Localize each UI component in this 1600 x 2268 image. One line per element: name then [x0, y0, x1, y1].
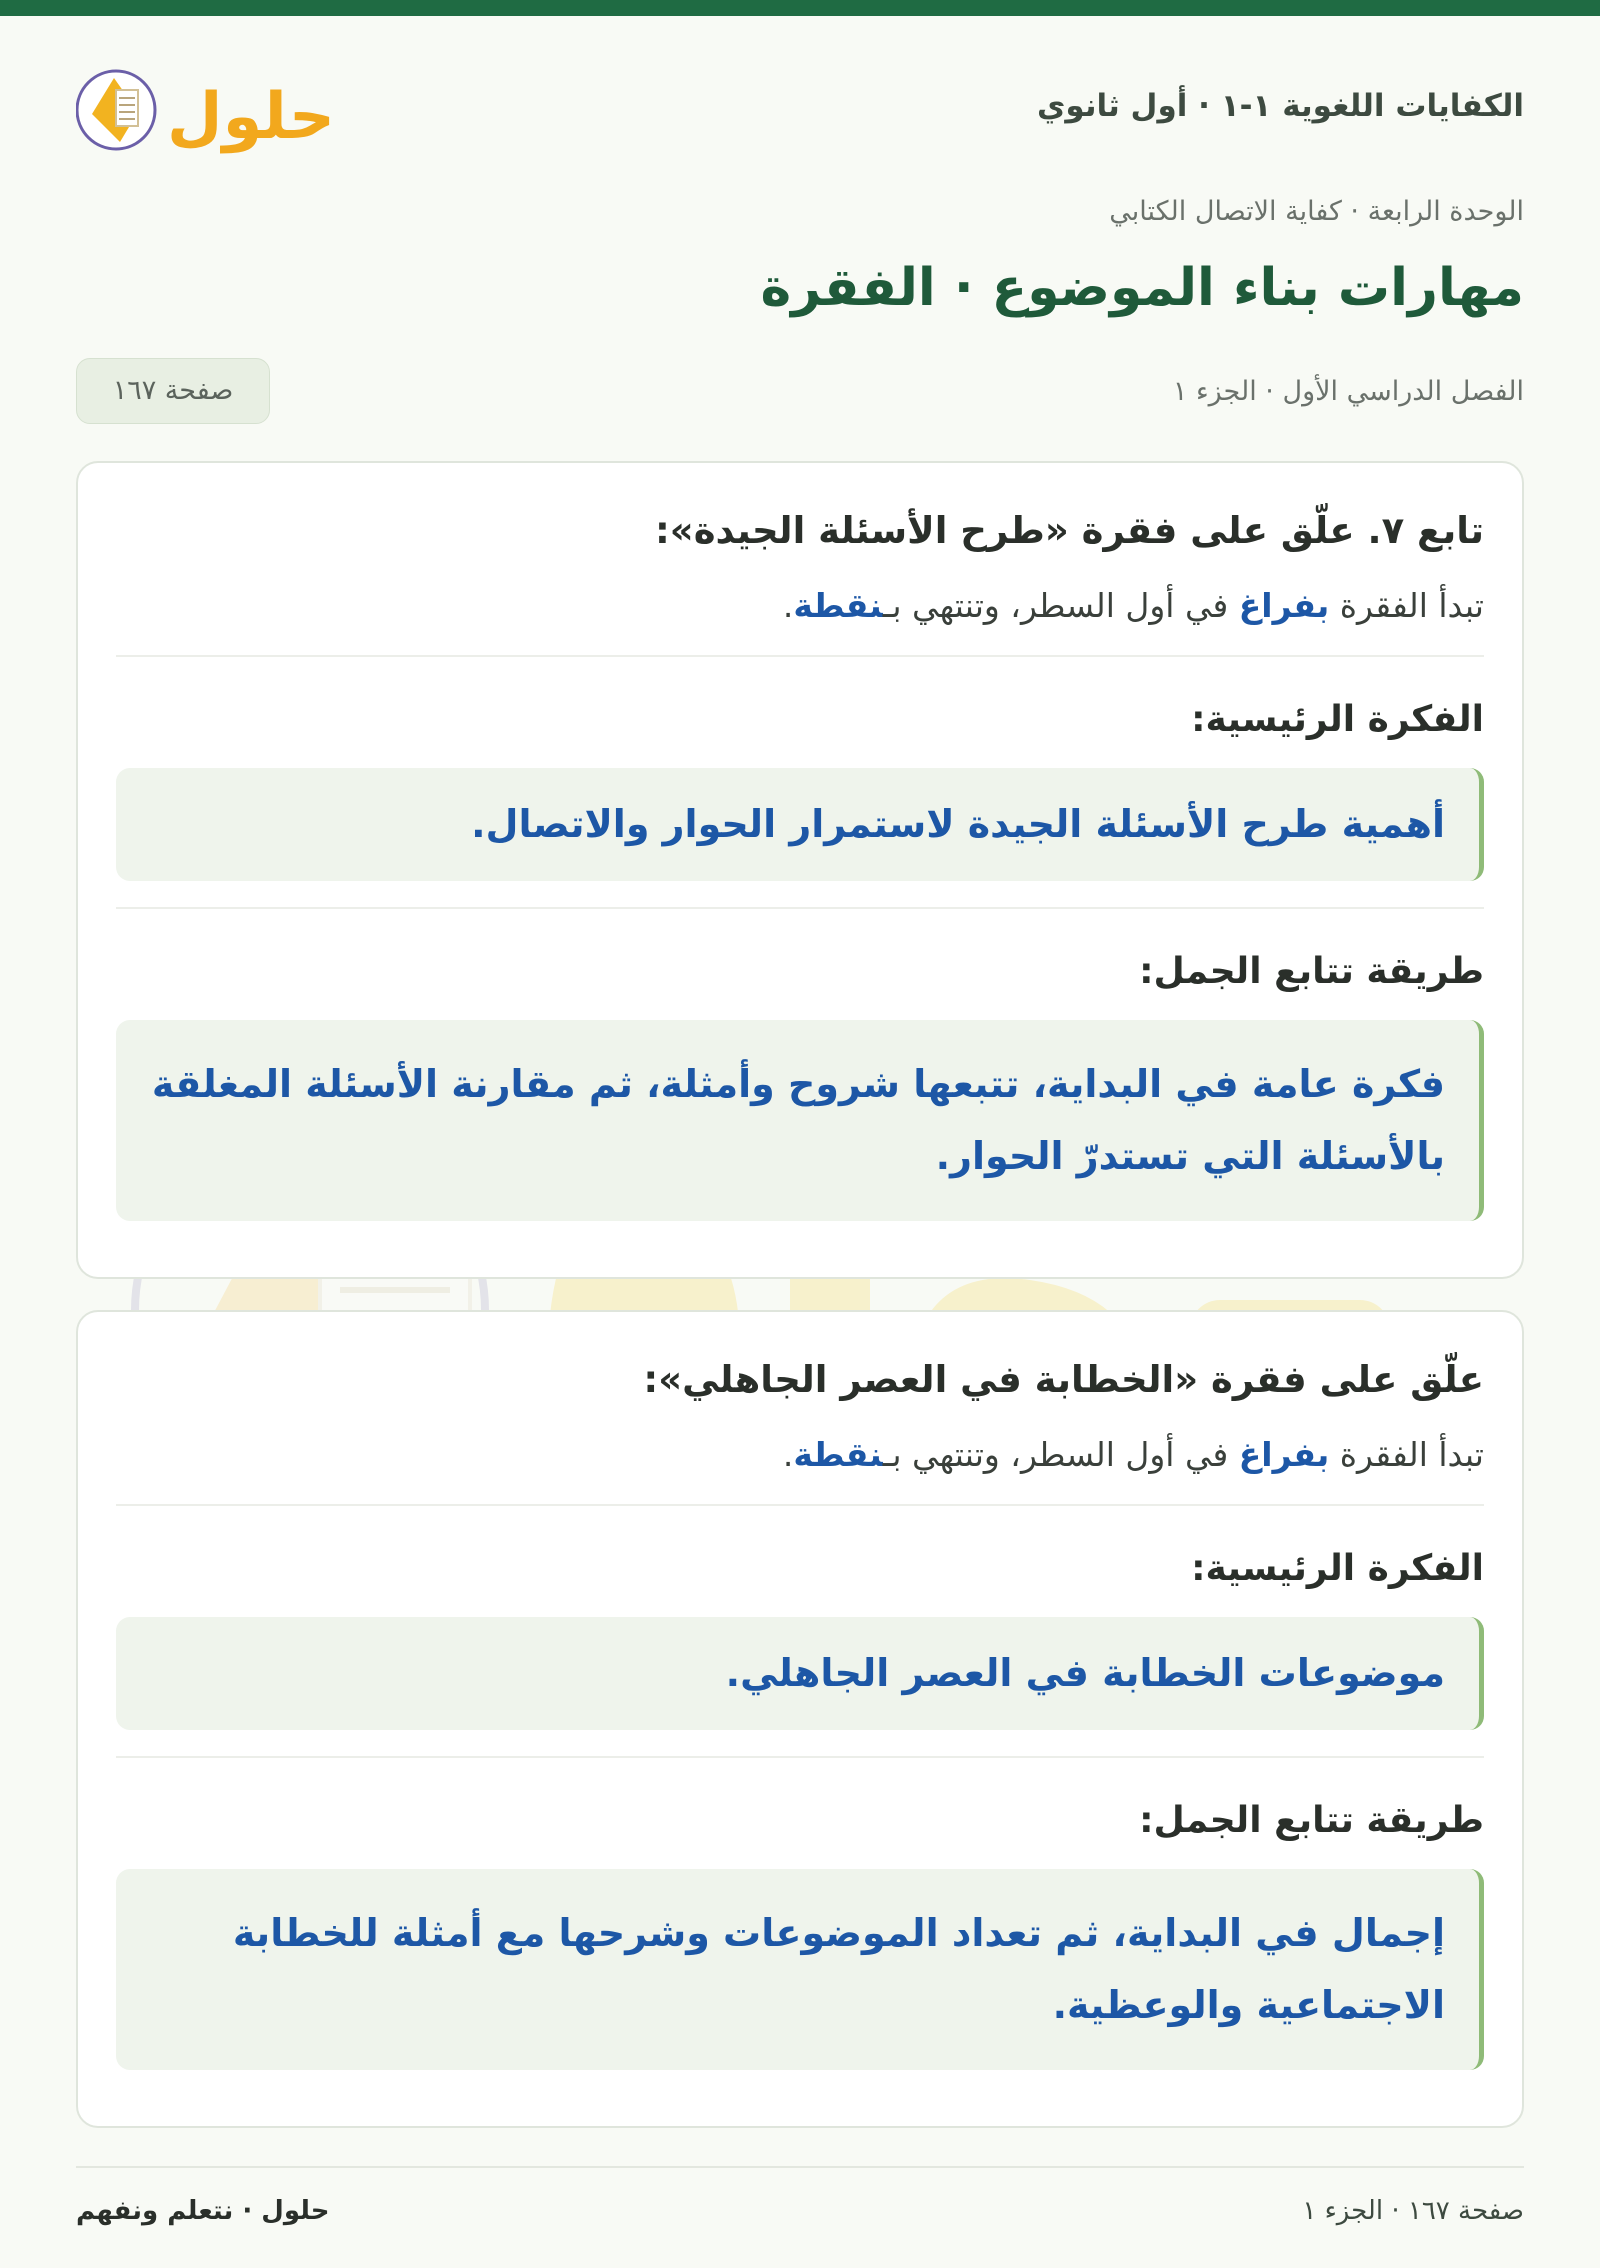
instruction-highlight: نقطة: [793, 586, 883, 626]
hulul-logo-icon: [76, 60, 336, 160]
main-idea-label: الفكرة الرئيسية:: [1191, 699, 1484, 741]
footer-divider: [76, 2166, 1524, 2168]
main-idea-answer: موضوعات الخطابة في العصر الجاهلي.: [116, 1617, 1484, 1730]
instruction-text: .: [782, 1435, 794, 1475]
semester-line: الفصل الدراسي الأول · الجزء ١: [1172, 376, 1524, 407]
sequence-answer: إجمال في البداية، ثم تعداد الموضوعات وشرحها مع أمثلة للخطابة الاجتماعية والوعظية.: [116, 1869, 1484, 2069]
sequence-label: طريقة تتابع الجمل:: [1139, 1800, 1484, 1842]
main-idea-answer: أهمية طرح الأسئلة الجيدة لاستمرار الحوار والاتصال.: [116, 768, 1484, 881]
instruction-text: في أول السطر، وتنتهي بـ: [882, 1435, 1239, 1475]
instruction-highlight: نقطة: [793, 1435, 883, 1475]
top-accent-bar: [0, 0, 1600, 16]
page-header: [76, 60, 1524, 160]
question-card: [76, 1310, 1524, 2128]
sequence-answer: فكرة عامة في البداية، تتبعها شروح وأمثلة، ثم مقارنة الأسئلة المغلقة بالأسئلة التي تستدرّ الحوار.: [116, 1020, 1484, 1220]
unit-line: الوحدة الرابعة · كفاية الاتصال الكتابي: [1109, 196, 1524, 227]
instruction-highlight: بفراغ: [1238, 586, 1330, 626]
instruction-text: تبدأ الفقرة: [1329, 586, 1484, 626]
sequence-label: طريقة تتابع الجمل:: [1139, 951, 1484, 993]
paragraph-instruction: [116, 1432, 1484, 1478]
footer-page-info: صفحة ١٦٧ · الجزء ١: [1302, 2196, 1524, 2226]
question-title: تابع ٧. علّق على فقرة «طرح الأسئلة الجيدة»:: [655, 509, 1484, 552]
instruction-highlight: بفراغ: [1238, 1435, 1330, 1475]
divider: [116, 655, 1484, 657]
logo-text: حلول: [167, 80, 335, 154]
page-title: مهارات بناء الموضوع · الفقرة: [760, 258, 1524, 318]
page-number-badge: صفحة ١٦٧: [76, 358, 270, 424]
instruction-text: تبدأ الفقرة: [1329, 1435, 1484, 1475]
footer-brand: حلول · نتعلم ونفهم: [76, 2196, 330, 2226]
instruction-text: .: [782, 586, 794, 626]
question-title: علّق على فقرة «الخطابة في العصر الجاهلي»:: [643, 1358, 1484, 1401]
divider: [116, 907, 1484, 909]
book-title: الكفايات اللغوية ١-١ · أول ثانوي: [1037, 88, 1524, 124]
instruction-text: في أول السطر، وتنتهي بـ: [882, 586, 1239, 626]
main-idea-label: الفكرة الرئيسية:: [1191, 1548, 1484, 1590]
divider: [116, 1504, 1484, 1506]
paragraph-instruction: [116, 583, 1484, 629]
divider: [116, 1756, 1484, 1758]
question-card: [76, 461, 1524, 1279]
